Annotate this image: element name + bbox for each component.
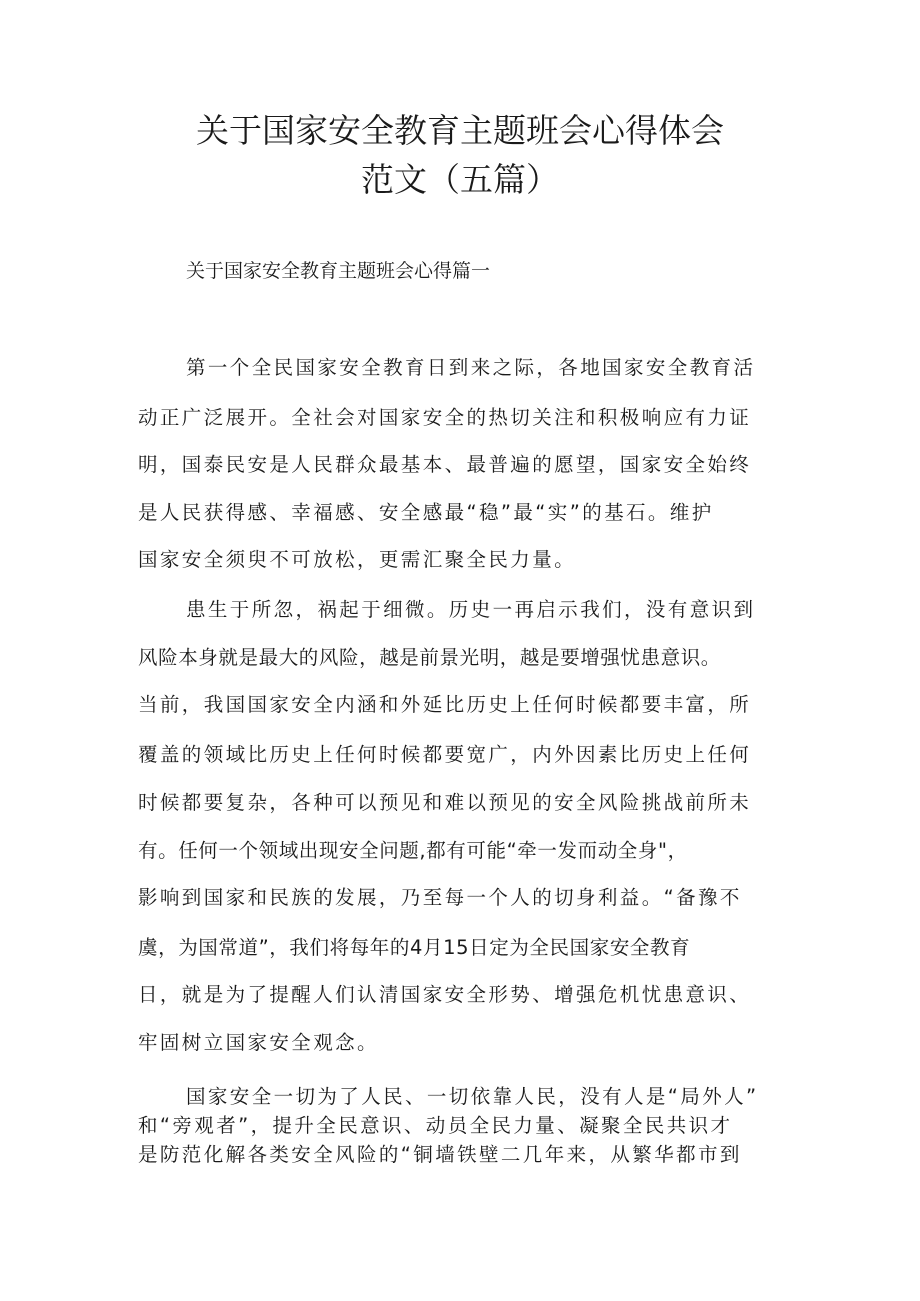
paragraph-line: 明，国泰民安是人民群众最基本、最普遍的愿望，国家安全始终 [138, 453, 752, 476]
paragraph-line: 日，就是为了提醒人们认清国家安全形势、增强危机忧患意识、 [138, 983, 752, 1006]
document-title-line-2: 范文（五篇） [361, 160, 559, 199]
paragraph-line: 覆盖的领域比历史上任何时候都要宽广，内外因素比历史上任何 [138, 743, 752, 766]
paragraph-line: 国家安全须臾不可放松，更需汇聚全民力量。 [138, 548, 577, 571]
section-heading: 关于国家安全教育主题班会心得篇一 [186, 260, 491, 282]
paragraph-line: 第一个全民国家安全教育日到来之际，各地国家安全教育活 [186, 356, 756, 379]
paragraph-line: 国家安全一切为了人民、一切依靠人民，没有人是“局外人” [186, 1085, 759, 1108]
paragraph-line: 时候都要复杂，各种可以预见和难以预见的安全风险挑战前所未 [138, 791, 752, 814]
paragraph-line: 是防范化解各类安全风险的“铜墙铁壁二几年来，从繁华都市到 [138, 1143, 742, 1166]
paragraph-line: 动正广泛展开。全社会对国家安全的热切关注和积极响应有力证 [138, 406, 752, 429]
paragraph-line: 有。任何一个领域出现安全问题,都有可能“牵一发而动全身"， [138, 839, 688, 862]
paragraph-line: 牢固树立国家安全观念。 [138, 1031, 379, 1054]
paragraph-line: 患生于所忽，祸起于细微。历史一再启示我们，没有意识到 [186, 598, 756, 621]
paragraph-line: 是人民获得感、幸福感、安全感最“稳”最“实”的基石。维护 [138, 501, 714, 524]
paragraph-line: 虞，为国常道”，我们将每年的4月15日定为全民国家安全教育 [138, 936, 691, 959]
paragraph-line: 和“旁观者”，提升全民意识、动员全民力量、凝聚全民共识才 [138, 1114, 733, 1137]
document-title-line-1: 关于国家安全教育主题班会心得体会 [196, 111, 724, 150]
paragraph-line: 影响到国家和民族的发展，乃至每一个人的切身利益。“备豫不 [138, 886, 742, 909]
paragraph-line: 风险本身就是最大的风险，越是前景光明，越是要增强忧患意识。 [138, 646, 721, 669]
paragraph-line: 当前，我国国家安全内涵和外延比历史上任何时候都要丰富，所 [138, 693, 752, 716]
